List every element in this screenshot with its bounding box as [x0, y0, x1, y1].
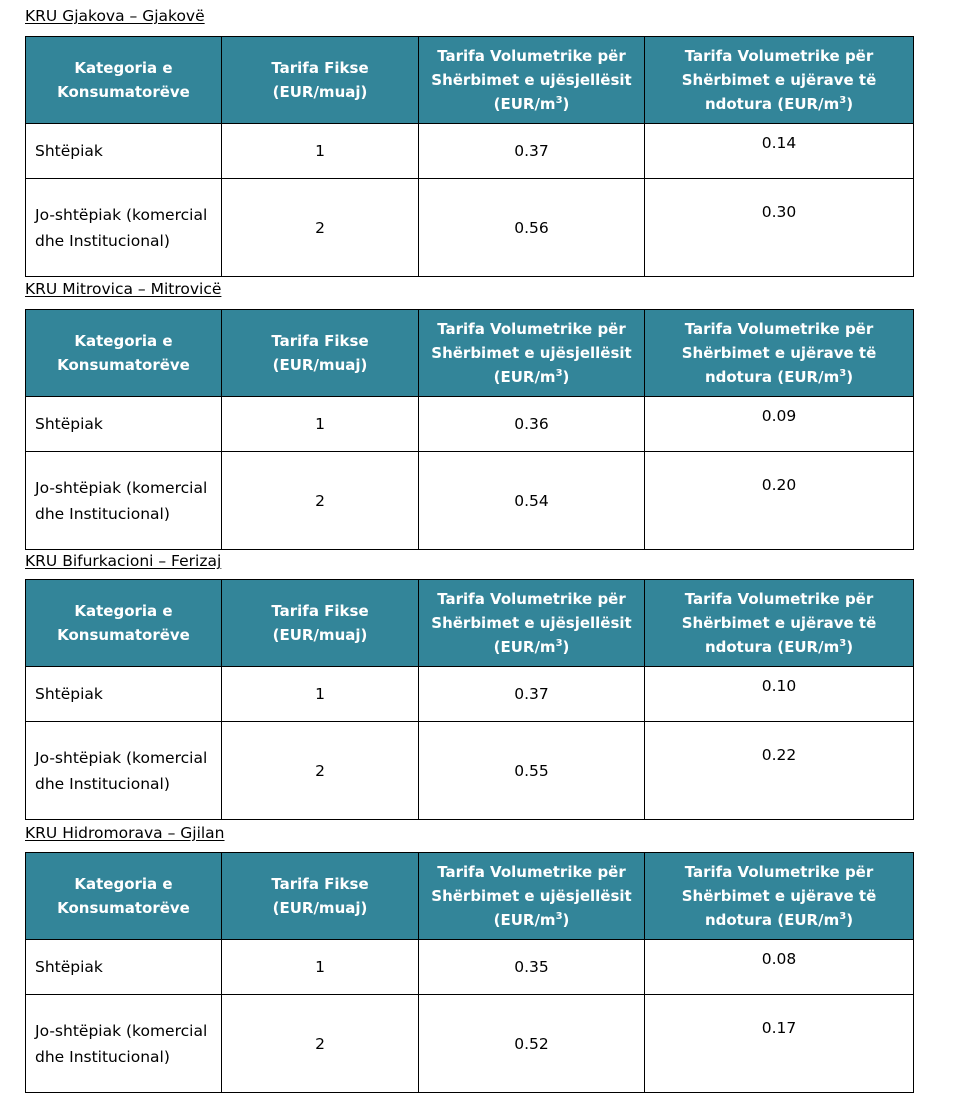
- wastewater-tariff-cell: 0.09: [645, 397, 914, 452]
- tariff-section-gjakova: [25, 6, 914, 277]
- column-header-water-tariff: Tarifa Volumetrike për Shërbimet e ujësjellësit $(EUR/m^3)$: [419, 37, 645, 124]
- column-header-water-tariff: Tarifa Volumetrike për Shërbimet e ujësjellësit $(EUR/m^3)$: [419, 853, 645, 940]
- wastewater-tariff-cell: 0.20: [645, 452, 914, 550]
- water-tariff-cell: 0.35: [419, 940, 645, 995]
- table-row: [26, 940, 914, 995]
- table-row: [26, 179, 914, 277]
- column-header-wastewater-tariff: Tarifa Volumetrike për Shërbimet e ujërave të ndotura $(EUR/m^3)$: [645, 580, 914, 667]
- water-tariff-cell: 0.56: [419, 179, 645, 277]
- water-tariff-cell: 0.52: [419, 995, 645, 1093]
- column-header-fixed-tariff: Tarifa Fikse (EUR/muaj): [222, 310, 419, 397]
- table-header-row: [26, 37, 914, 124]
- fixed-tariff-cell: 2: [222, 179, 419, 277]
- category-cell: Shtëpiak: [26, 124, 222, 179]
- wastewater-tariff-cell: 0.08: [645, 940, 914, 995]
- table-row: [26, 667, 914, 722]
- wastewater-tariff-cell: 0.10: [645, 667, 914, 722]
- section-title: KRU Hidromorava – Gjilan: [25, 824, 225, 842]
- fixed-tariff-cell: 2: [222, 452, 419, 550]
- column-header-category: Kategoria e Konsumatorëve: [26, 37, 222, 124]
- column-header-fixed-tariff: Tarifa Fikse (EUR/muaj): [222, 580, 419, 667]
- water-tariff-cell: 0.54: [419, 452, 645, 550]
- fixed-tariff-cell: 1: [222, 940, 419, 995]
- column-header-wastewater-tariff: Tarifa Volumetrike për Shërbimet e ujërave të ndotura $(EUR/m^3)$: [645, 37, 914, 124]
- column-header-water-tariff: Tarifa Volumetrike për Shërbimet e ujësjellësit $(EUR/m^3)$: [419, 580, 645, 667]
- category-cell: Shtëpiak: [26, 940, 222, 995]
- column-header-wastewater-tariff: Tarifa Volumetrike për Shërbimet e ujërave të ndotura $(EUR/m^3)$: [645, 853, 914, 940]
- column-header-category: Kategoria e Konsumatorëve: [26, 310, 222, 397]
- category-cell: Jo-shtëpiak (komercial dhe Institucional): [26, 179, 222, 277]
- tariff-section-ferizaj: [25, 551, 914, 820]
- column-header-fixed-tariff: Tarifa Fikse (EUR/muaj): [222, 853, 419, 940]
- tariff-section-gjilan: [25, 823, 914, 1093]
- table-row: [26, 995, 914, 1093]
- table-row: [26, 124, 914, 179]
- water-tariff-cell: 0.37: [419, 124, 645, 179]
- fixed-tariff-cell: 2: [222, 722, 419, 820]
- water-tariff-cell: 0.55: [419, 722, 645, 820]
- fixed-tariff-cell: 1: [222, 397, 419, 452]
- tariff-table: [25, 579, 914, 820]
- section-title: KRU Mitrovica – Mitrovicë: [25, 280, 222, 298]
- category-cell: Jo-shtëpiak (komercial dhe Institucional): [26, 995, 222, 1093]
- tariff-table: [25, 852, 914, 1093]
- section-title: KRU Gjakova – Gjakovë: [25, 7, 205, 25]
- section-title: KRU Bifurkacioni – Ferizaj: [25, 552, 222, 570]
- category-cell: Jo-shtëpiak (komercial dhe Institucional): [26, 722, 222, 820]
- category-cell: Jo-shtëpiak (komercial dhe Institucional): [26, 452, 222, 550]
- wastewater-tariff-cell: 0.14: [645, 124, 914, 179]
- column-header-category: Kategoria e Konsumatorëve: [26, 580, 222, 667]
- tariff-section-mitrovica: [25, 279, 914, 550]
- table-header-row: [26, 580, 914, 667]
- wastewater-tariff-cell: 0.22: [645, 722, 914, 820]
- column-header-fixed-tariff: Tarifa Fikse (EUR/muaj): [222, 37, 419, 124]
- column-header-wastewater-tariff: Tarifa Volumetrike për Shërbimet e ujërave të ndotura $(EUR/m^3)$: [645, 310, 914, 397]
- column-header-water-tariff: Tarifa Volumetrike për Shërbimet e ujësjellësit $(EUR/m^3)$: [419, 310, 645, 397]
- wastewater-tariff-cell: 0.30: [645, 179, 914, 277]
- table-header-row: [26, 853, 914, 940]
- table-row: [26, 452, 914, 550]
- table-row: [26, 397, 914, 452]
- column-header-category: Kategoria e Konsumatorëve: [26, 853, 222, 940]
- table-header-row: [26, 310, 914, 397]
- water-tariff-cell: 0.36: [419, 397, 645, 452]
- fixed-tariff-cell: 2: [222, 995, 419, 1093]
- tariff-table: [25, 36, 914, 277]
- table-row: [26, 722, 914, 820]
- tariff-table: [25, 309, 914, 550]
- category-cell: Shtëpiak: [26, 667, 222, 722]
- water-tariff-cell: 0.37: [419, 667, 645, 722]
- wastewater-tariff-cell: 0.17: [645, 995, 914, 1093]
- fixed-tariff-cell: 1: [222, 124, 419, 179]
- fixed-tariff-cell: 1: [222, 667, 419, 722]
- category-cell: Shtëpiak: [26, 397, 222, 452]
